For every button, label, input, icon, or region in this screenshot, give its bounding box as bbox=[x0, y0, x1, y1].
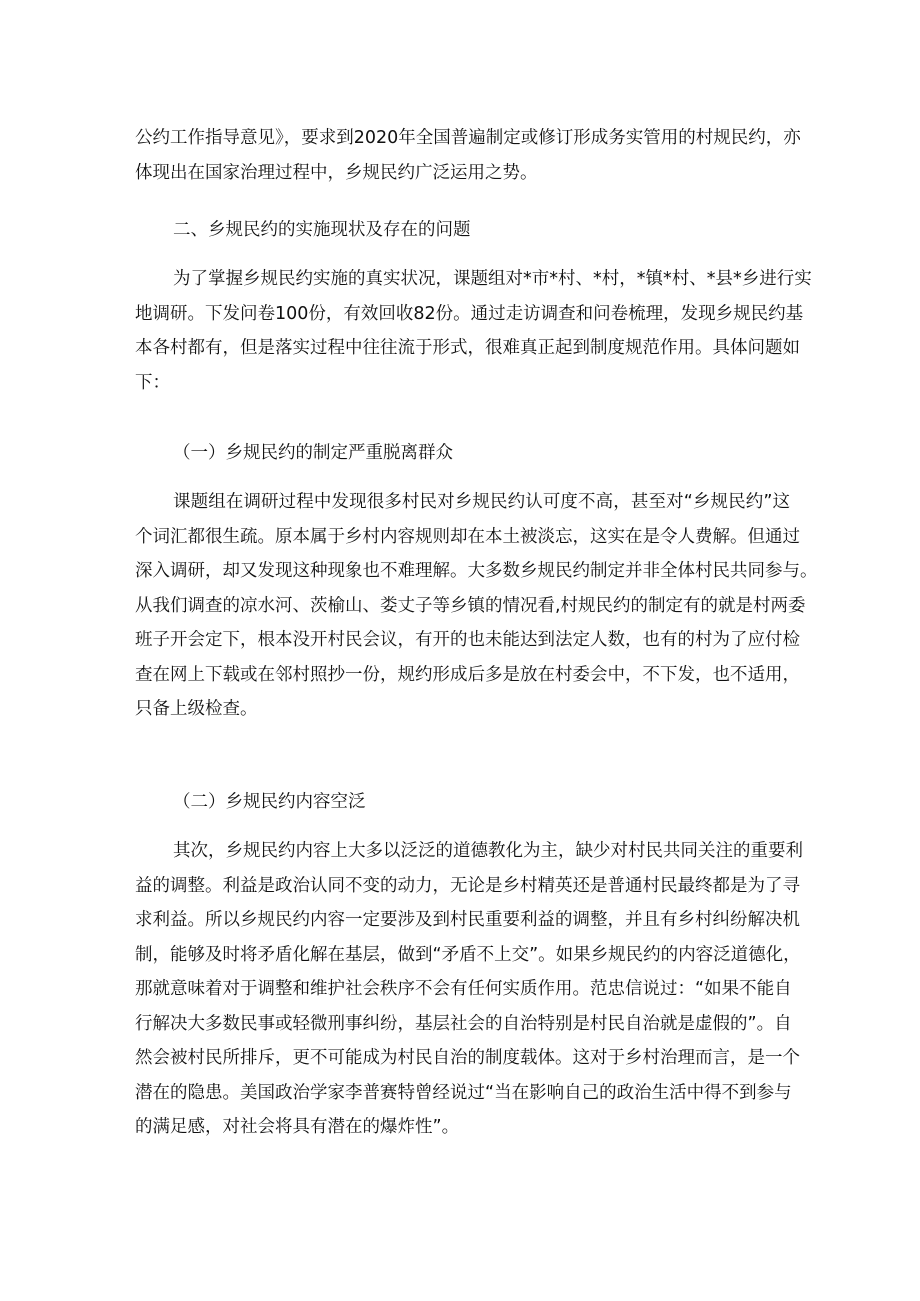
paragraph-intro-end bbox=[135, 121, 801, 190]
text-line: 益的调整。利益是政治认同不变的动力，无论是乡村精英还是普通村民最终都是为了寻 bbox=[135, 875, 800, 896]
text-line: 下： bbox=[135, 372, 170, 393]
text-line: 本各村都有，但是落实过程中往往流于形式，很难真正起到制度规范作用。具体问题如 bbox=[135, 338, 800, 358]
sub-heading: （二）乡规民约内容空泛 bbox=[173, 792, 366, 812]
sub-heading: （一）乡规民约的制定严重脱离群众 bbox=[173, 443, 453, 463]
text-line: 然会被村民所排斥，更不可能成为村民自治的制度载体。这对于乡村治理而言，是一个 bbox=[135, 1048, 800, 1068]
text-line: 查在网上下载或在邻村照抄一份，规约形成后多是放在村委会中，不下发，也不适用， bbox=[135, 664, 800, 685]
text-line: 个词汇都很生疏。原本属于乡村内容规则却在本土被淡忘，这实在是令人费解。但通过 bbox=[135, 526, 800, 547]
text-line: 只备上级检查。 bbox=[135, 699, 258, 719]
section-heading: 二、乡规民约的实施现状及存在的问题 bbox=[173, 220, 471, 240]
text-line: 班子开会定下，根本没开村民会议，有开的也未能达到法定人数，也有的村为了应付检 bbox=[135, 630, 800, 650]
text-line: 潜在的隐患。美国政治学家李普赛特曾经说过“当在影响自己的政治生活中得不到参与 bbox=[135, 1082, 792, 1103]
text-line: 从我们调查的凉水河、茨榆山、娄丈子等乡镇的情况看,村规民约的制定有的就是村两委 bbox=[135, 595, 806, 616]
paragraph-sub-1 bbox=[135, 485, 818, 727]
text-line: 体现出在国家治理过程中，乡规民约广泛运用之势。 bbox=[135, 162, 538, 183]
paragraph-survey bbox=[135, 262, 812, 400]
text-line: 那就意味着对于调整和维护社会秩序不会有任何实质作用。范忠信说过：“如果不能自 bbox=[135, 979, 792, 999]
text-line: 地调研。下发问卷100份，有效回收82份。通过走访调查和问卷梳理，发现乡规民约基 bbox=[135, 303, 804, 324]
text-line: 求利益。所以乡规民约内容一定要涉及到村民重要利益的调整，并且有乡村纠纷解决机 bbox=[135, 910, 800, 930]
text-line: 行解决大多数民事或轻微刑事纠纷，基层社会的自治特别是村民自治就是虚假的”。自 bbox=[135, 1013, 792, 1034]
text-line: 制，能够及时将矛盾化解在基层，做到“矛盾不上交”。如果乡规民约的内容泛道德化， bbox=[135, 944, 801, 965]
text-line: 为了掌握乡规民约实施的真实状况，课题组对*市*村、*村，*镇*村、*县*乡进行实 bbox=[173, 269, 812, 289]
text-line: 其次，乡规民约内容上大多以泛泛的道德教化为主，缺少对村民共同关注的重要利 bbox=[173, 841, 803, 861]
text-line: 公约工作指导意见》，要求到2020年全国普遍制定或修订形成务实管用的村规民约，亦 bbox=[135, 128, 801, 148]
text-line: 深入调研，却又发现这种现象也不难理解。大多数乡规民约制定并非全体村民共同参与。 bbox=[135, 561, 818, 581]
text-line: 的满足感，对社会将具有潜在的爆炸性”。 bbox=[135, 1117, 460, 1137]
paragraph-sub-2 bbox=[135, 834, 803, 1145]
text-line: 课题组在调研过程中发现很多村民对乡规民约认可度不高，甚至对“乡规民约”这 bbox=[173, 492, 790, 512]
